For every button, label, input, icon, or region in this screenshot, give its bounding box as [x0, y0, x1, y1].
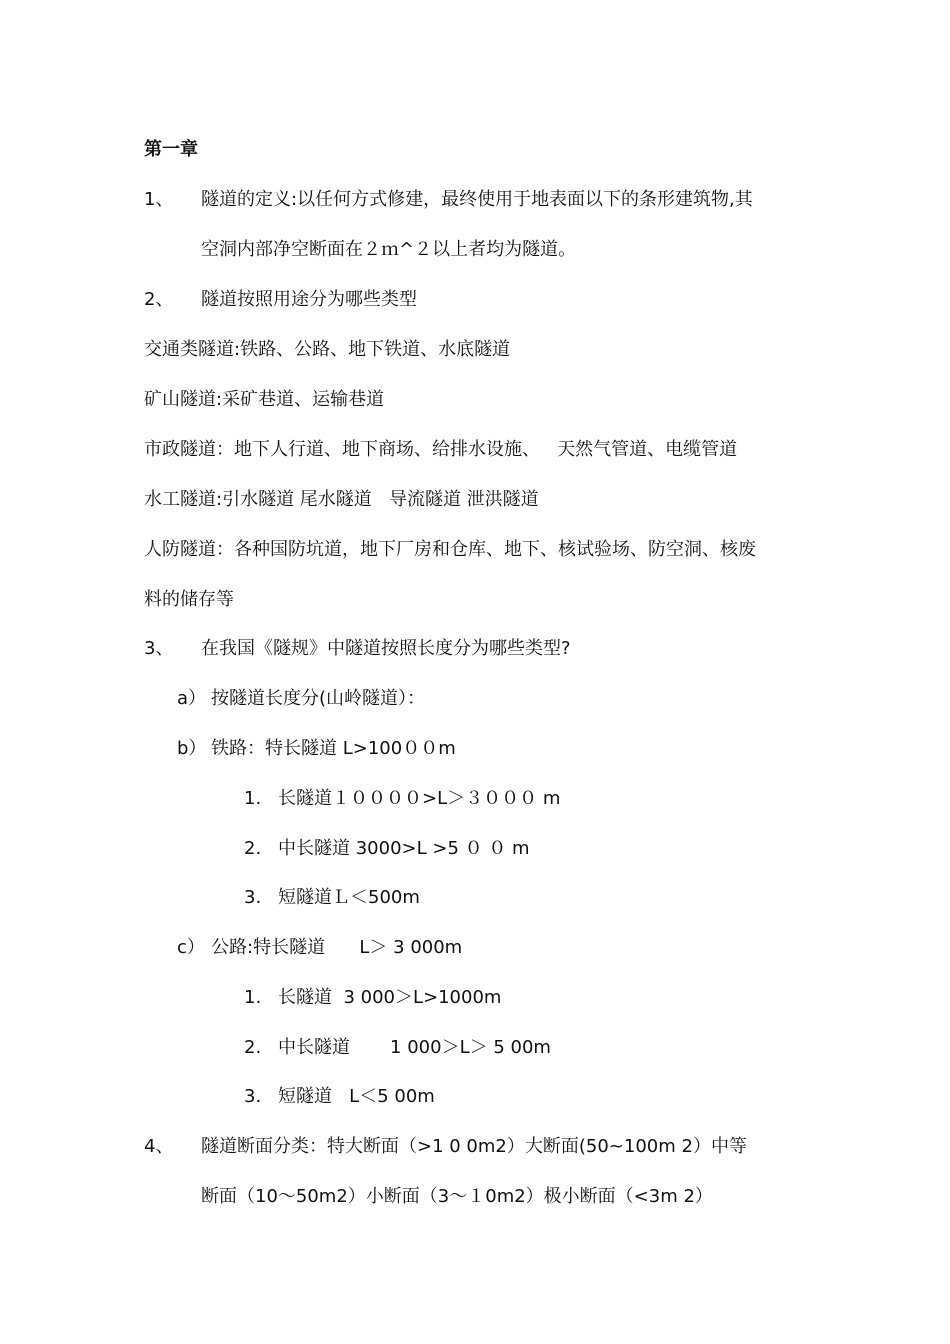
- list-item-text: 中长隧道 1 000＞L＞ 5 00m: [278, 1037, 551, 1058]
- list-marker: 3.: [244, 1086, 262, 1107]
- list-item-text: 中长隧道 3000>L >5 ０ ０ m: [278, 838, 530, 859]
- item-number: 4、: [144, 1136, 174, 1157]
- chapter-heading: 第一章: [144, 139, 198, 160]
- category-line: 市政隧道：地下人行道、地下商场、给排水设施、 天然气管道、电缆管道: [144, 439, 738, 460]
- sub-item-text: 按隧道长度分(山岭隧道）：: [211, 688, 426, 709]
- list-marker: 2.: [244, 1037, 262, 1058]
- list-marker: c）: [177, 937, 205, 958]
- item-text: 隧道按照用途分为哪些类型: [201, 289, 417, 310]
- item-text: 空洞内部净空断面在２ｍ^２以上者均为隧道。: [201, 239, 577, 260]
- list-marker: 2.: [244, 838, 262, 859]
- list-marker: 1.: [244, 987, 262, 1008]
- list-item-text: 长隧道１００００>L＞３０００ m: [278, 788, 561, 809]
- item-number: 3、: [144, 638, 174, 659]
- sub-item-text: 公路:特长隧道 L＞ 3 000m: [211, 937, 463, 958]
- list-marker: 3.: [244, 887, 262, 908]
- item-text: 断面（10～50m2）小断面（3～１0m2）极小断面（<3m 2）: [201, 1186, 713, 1207]
- item-text: 隧道断面分类：特大断面（>1 0 0m2）大断面(50~100m 2）中等: [201, 1136, 747, 1157]
- item-text: 在我国《隧规》中隧道按照长度分为哪些类型?: [201, 638, 571, 659]
- list-item-text: 短隧道 L＜5 00m: [278, 1086, 435, 1107]
- category-line: 交通类隧道:铁路、公路、地下铁道、水底隧道: [144, 339, 511, 360]
- list-item-text: 短隧道Ｌ＜500m: [278, 887, 420, 908]
- item-text: 隧道的定义:以任何方式修建，最终使用于地表面以下的条形建筑物,其: [201, 189, 753, 210]
- item-number: 2、: [144, 289, 174, 310]
- item-number: 1、: [144, 189, 174, 210]
- list-marker: b）: [177, 738, 207, 759]
- list-marker: a）: [177, 688, 207, 709]
- list-marker: 1.: [244, 788, 262, 809]
- category-line: 料的储存等: [144, 589, 234, 610]
- sub-item-text: 铁路：特长隧道 L>100００m: [211, 738, 456, 759]
- category-line: 矿山隧道:采矿巷道、运输巷道: [144, 389, 385, 410]
- list-item-text: 长隧道 3 000＞L>1000m: [278, 987, 502, 1008]
- category-line: 水工隧道:引水隧道 尾水隧道 导流隧道 泄洪隧道: [144, 489, 539, 510]
- category-line: 人防隧道：各种国防坑道，地下厂房和仓库、地下、核试验场、防空洞、核废: [144, 539, 756, 560]
